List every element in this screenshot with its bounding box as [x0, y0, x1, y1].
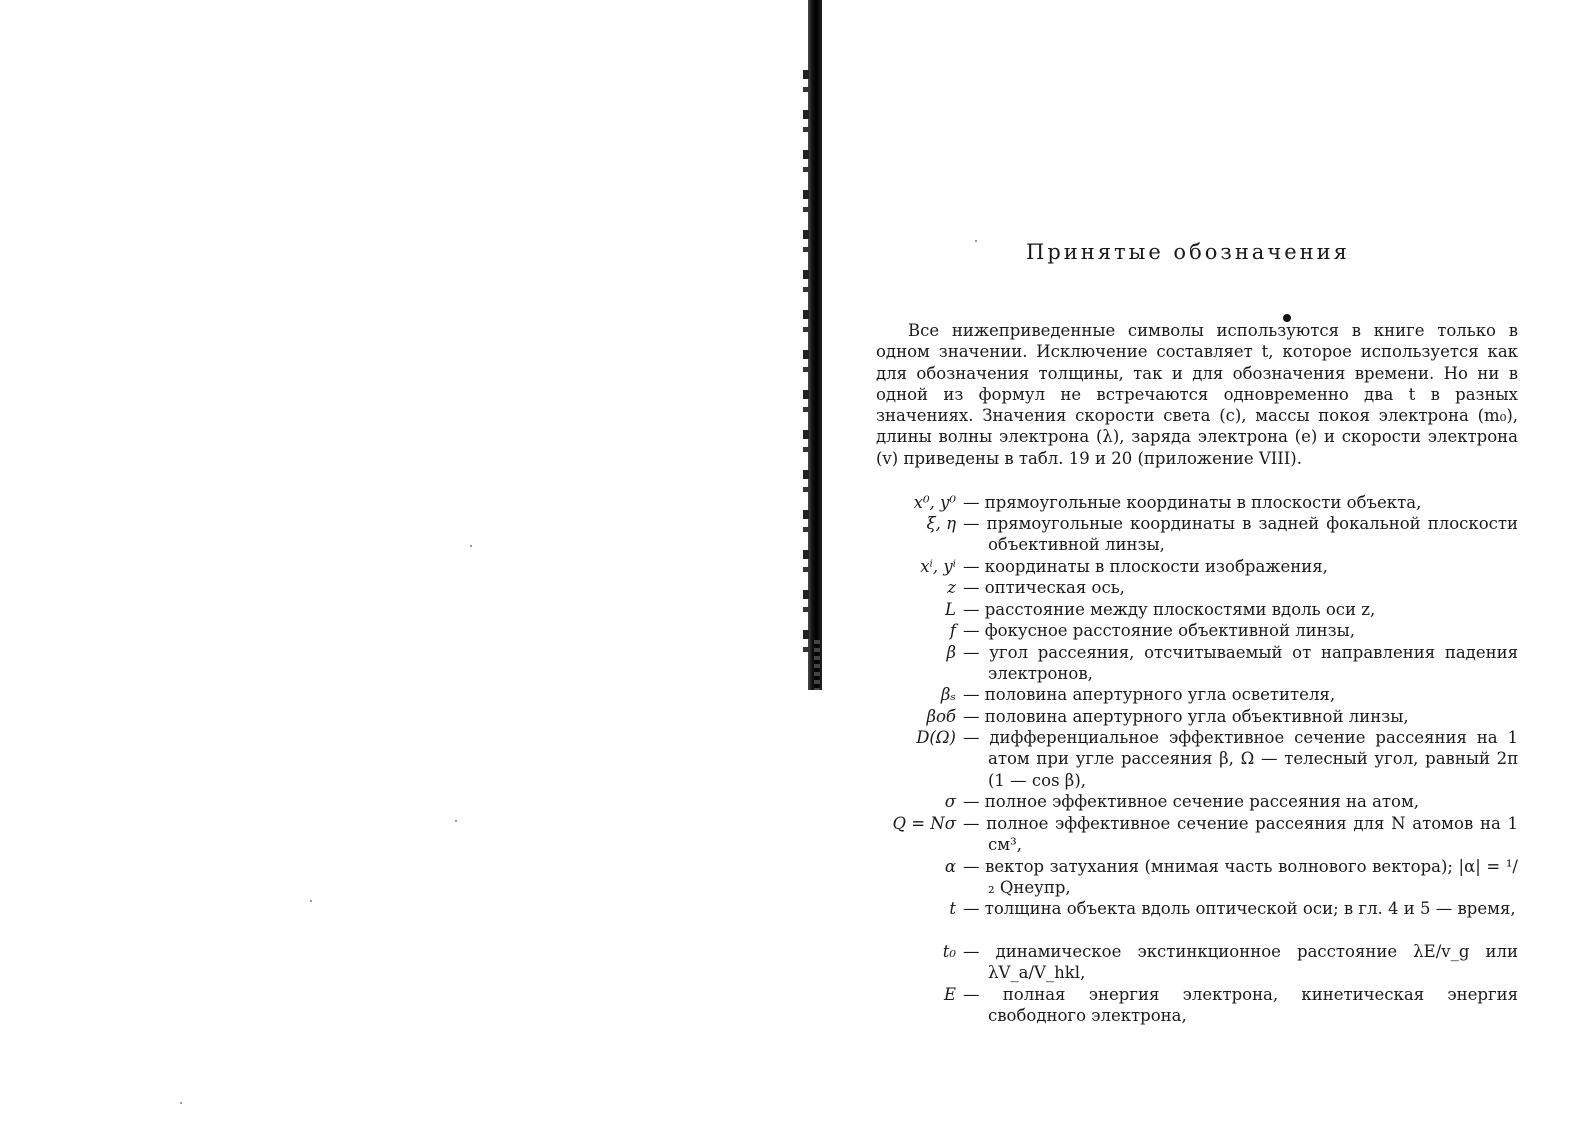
definition-text: полная энергия электрона, кинетическая энергия свободного электрона, [988, 985, 1519, 1026]
definition-body [963, 706, 1518, 727]
definition-body [963, 642, 1518, 685]
definition-text: прямоугольные координаты в задней фокальной плоскости объективной линзы, [986, 514, 1518, 555]
definition-symbol: βоб [926, 707, 956, 726]
definition-symbol: β [946, 643, 956, 662]
book-spine-shadow [808, 0, 822, 690]
definition-symbol: α [944, 857, 956, 876]
definition-body [963, 727, 1518, 791]
definition-text: динамическое экстинкционное расстояние λE/v_g или λV_a/V_hkl, [988, 942, 1518, 983]
definition-symbol: ξ, η [926, 514, 956, 533]
definition-body [963, 856, 1518, 899]
scan-speck [455, 820, 457, 822]
dash: — [963, 814, 987, 833]
definition-body [963, 984, 1518, 1027]
dash: — [963, 600, 985, 619]
definition-symbol: L [945, 600, 956, 619]
scan-speck [470, 545, 472, 547]
definition-body [963, 813, 1518, 856]
definition-text: вектор затухания (мнимая часть волнового вектора); |α| = ¹/₂ Qнеупр, [985, 857, 1518, 898]
definition-body [963, 492, 1518, 513]
definition-body [963, 577, 1518, 598]
dash: — [963, 685, 985, 704]
definition-symbol: x⁰, y⁰ [913, 493, 956, 512]
definition-text: фокусное расстояние объективной линзы, [984, 621, 1356, 640]
definition-symbol: Q = Nσ [892, 814, 956, 833]
book-spine-edge [803, 70, 809, 670]
dash: — [963, 942, 996, 961]
definition-text: угол рассеяния, отсчитываемый от направления падения электронов, [988, 643, 1518, 684]
dash: — [963, 578, 985, 597]
dash: — [963, 621, 985, 640]
dash: — [963, 707, 985, 726]
definition-symbol: f [949, 621, 956, 640]
page-title: Принятые обозначения [1026, 240, 1350, 264]
definition-text: полное эффективное сечение рассеяния для N атомов на 1 см³, [986, 814, 1518, 855]
definition-text: координаты в плоскости изображения, [984, 557, 1328, 576]
definition-text: дифференциальное эффективное сечение рассеяния на 1 атом при угле рассеяния β, Ω — телесный угол, равный 2π (1 — cos β), [988, 728, 1518, 790]
definition-text: расстояние между плоскостями вдоль оси z, [984, 600, 1376, 619]
definition-text: толщина объекта вдоль оптической оси; в гл. 4 и 5 — время, [984, 899, 1516, 918]
dash: — [963, 985, 1003, 1004]
dash: — [963, 514, 987, 533]
definition-body [963, 898, 1518, 919]
definition-body [963, 791, 1518, 812]
definition-text: половина апертурного угла объективной линзы, [984, 707, 1409, 726]
definition-symbol: E [943, 985, 956, 1004]
dash: — [963, 728, 990, 747]
scan-speck [310, 900, 312, 902]
dash: — [963, 643, 990, 662]
definition-text: оптическая ось, [984, 578, 1125, 597]
definition-body [963, 599, 1518, 620]
definition-symbol: D(Ω) [916, 728, 956, 747]
definition-symbol: βₛ [940, 685, 956, 704]
definition-text: половина апертурного угла осветителя, [984, 685, 1336, 704]
definition-symbol: t₀ [942, 942, 956, 961]
definition-symbol: z [947, 578, 956, 597]
intro-paragraph: Все нижеприведенные символы используются в книге только в одном значении. Исключение составляет t, которое используется как для обозначения толщины, так и для обозначения времени. Но ни в одной из формул не встречаются одновременно два t в разных значениях. Значения скорости света (c), массы покоя электрона (m₀), длины волны электрона (λ), заряда электрона (e) и скорости электрона (v) приведены в табл. 19 и 20 (приложение VIII). [876, 321, 1518, 468]
definition-body [963, 684, 1518, 705]
dash: — [963, 493, 985, 512]
definition-body [963, 556, 1518, 577]
book-spine-tail [814, 640, 820, 690]
definition-body [963, 941, 1518, 984]
definition-symbol: σ [944, 792, 956, 811]
definition-symbol: xⁱ, yⁱ [920, 557, 956, 576]
dash: — [963, 792, 985, 811]
scan-speck [975, 240, 977, 242]
definition-text: прямоугольные координаты в плоскости объекта, [984, 493, 1422, 512]
definition-body [963, 620, 1518, 641]
dash: — [963, 899, 985, 918]
definition-symbol: t [949, 899, 956, 918]
dash: — [963, 557, 985, 576]
scan-speck [180, 1102, 182, 1104]
definition-text: полное эффективное сечение рассеяния на атом, [984, 792, 1420, 811]
dash: — [963, 857, 986, 876]
definition-body [963, 513, 1518, 556]
